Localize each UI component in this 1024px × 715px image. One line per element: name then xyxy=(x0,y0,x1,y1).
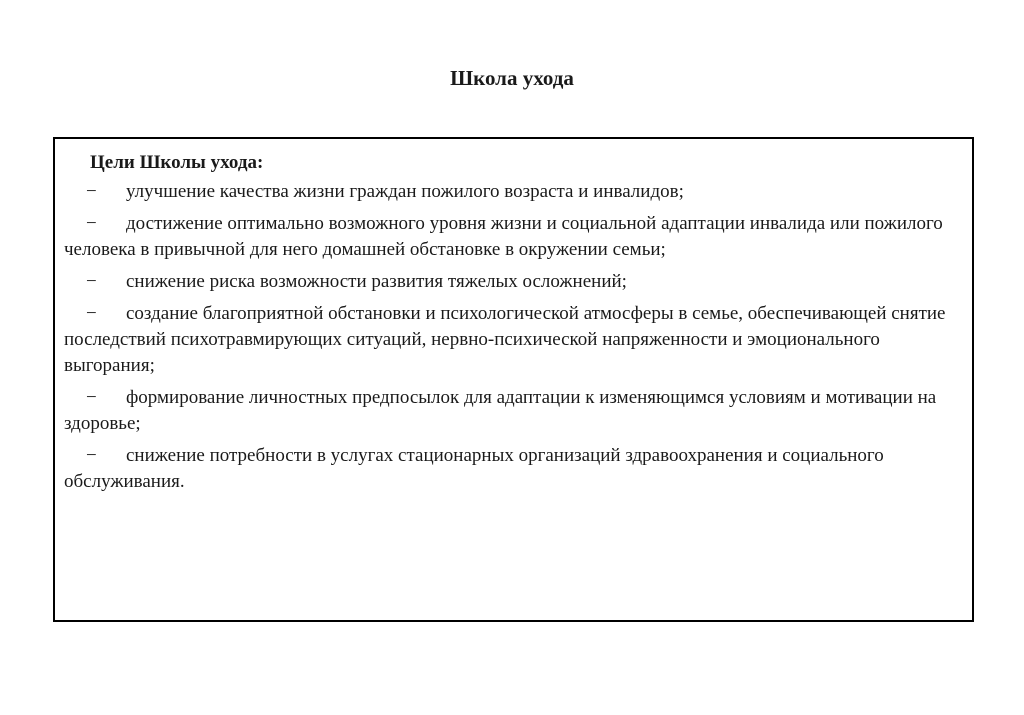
dash-bullet: − xyxy=(86,387,97,408)
goal-item xyxy=(64,179,964,205)
goals-heading: Цели Школы ухода: xyxy=(90,152,264,173)
dash-bullet: − xyxy=(86,181,97,202)
goal-text: формирование личностных предпосылок для адаптации к изменяющимся условиям и мотивации на здоровье; xyxy=(64,387,937,434)
dash-bullet: − xyxy=(86,303,97,324)
goal-text: улучшение качества жизни граждан пожилого возраста и инвалидов; xyxy=(126,181,684,202)
goals-box xyxy=(53,137,974,622)
goals-content xyxy=(64,148,964,495)
page-title: Школа ухода xyxy=(450,66,574,90)
goals-list xyxy=(64,179,964,495)
goal-text: снижение риска возможности развития тяжелых осложнений; xyxy=(126,271,627,292)
goal-text: достижение оптимально возможного уровня жизни и социальной адаптации инвалида или пожилого человека в привычной для него домашней обстановке в окружении семьи; xyxy=(64,213,943,260)
goal-text: снижение потребности в услугах стационарных организаций здравоохранения и социального обслуживания. xyxy=(64,445,884,492)
goal-item xyxy=(64,385,964,437)
dash-bullet: − xyxy=(86,445,97,466)
goal-item xyxy=(64,269,964,295)
goal-item xyxy=(64,301,964,379)
dash-bullet: − xyxy=(86,271,97,292)
goal-item xyxy=(64,443,964,495)
dash-bullet: − xyxy=(86,213,97,234)
goal-text: создание благоприятной обстановки и психологической атмосферы в семье, обеспечивающей снятие последствий психотравмирующих ситуаций, нервно-психической напряженности и эмоционального выгорания; xyxy=(64,303,946,376)
goal-item xyxy=(64,211,964,263)
